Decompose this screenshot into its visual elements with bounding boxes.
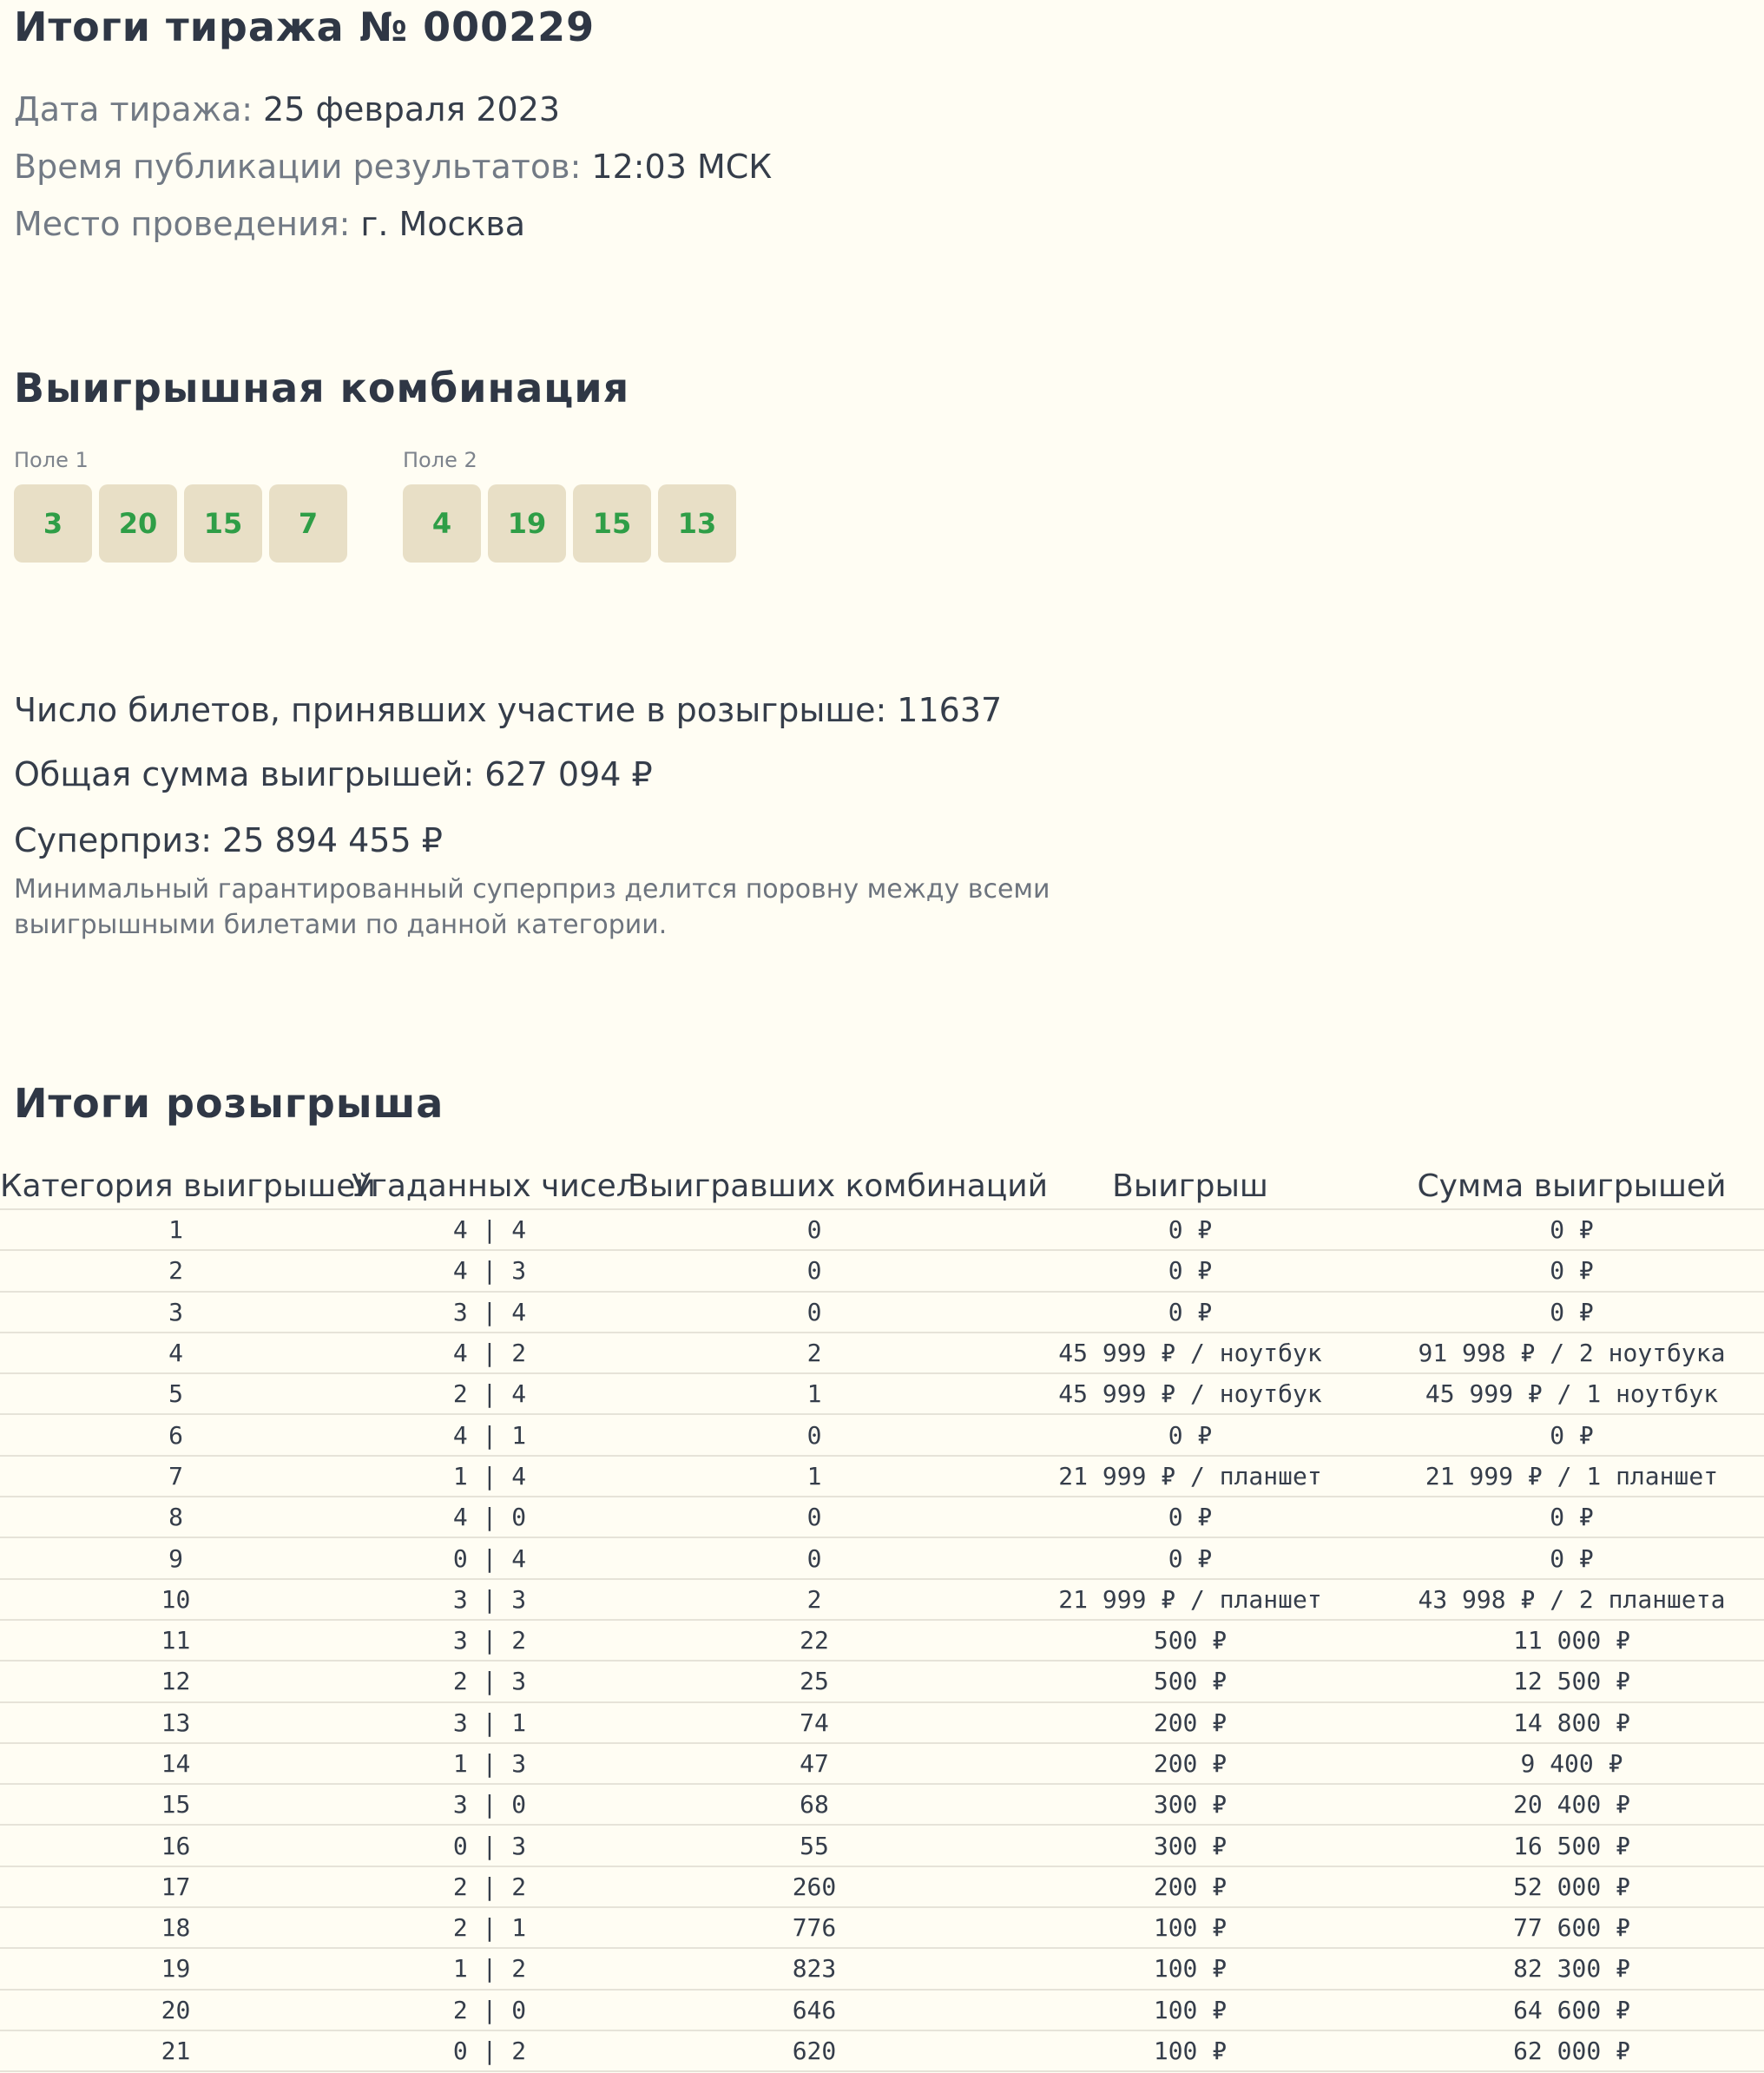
- cell-matched: 2 | 0: [352, 1990, 628, 2030]
- cell-matched: 4 | 0: [352, 1497, 628, 1537]
- column-header-prize: Выигрыш: [1001, 1163, 1379, 1209]
- field1-ball: 7: [269, 484, 347, 563]
- column-header-category: Категория выигрышей: [0, 1163, 352, 1209]
- cell-winners: 25: [628, 1661, 1001, 1701]
- cell-category: 6: [0, 1414, 352, 1455]
- field2-label: Поле 2: [403, 448, 477, 472]
- cell-matched: 4 | 4: [352, 1209, 628, 1250]
- cell-winners: 646: [628, 1990, 1001, 2030]
- cell-matched: 1 | 4: [352, 1456, 628, 1497]
- cell-total: 21 999 ₽ / 1 планшет: [1379, 1456, 1764, 1497]
- cell-winners: 0: [628, 1292, 1001, 1333]
- cell-total: 0 ₽: [1379, 1209, 1764, 1250]
- superprize-value: 25 894 455 ₽: [222, 821, 443, 859]
- cell-prize: 45 999 ₽ / ноутбук: [1001, 1333, 1379, 1373]
- field2-ball: 15: [573, 484, 651, 563]
- table-row: [0, 1250, 1764, 1291]
- table-row: [0, 1907, 1764, 1948]
- cell-matched: 0 | 3: [352, 1825, 628, 1866]
- draw-place-value: г. Москва: [360, 205, 526, 243]
- field1-ball: 3: [14, 484, 92, 563]
- cell-prize: 300 ₽: [1001, 1825, 1379, 1866]
- cell-prize: 0 ₽: [1001, 1250, 1379, 1291]
- cell-matched: 3 | 2: [352, 1620, 628, 1661]
- table-row: [0, 1866, 1764, 1907]
- table-row: [0, 1702, 1764, 1743]
- cell-total: 9 400 ₽: [1379, 1743, 1764, 1784]
- cell-category: 13: [0, 1702, 352, 1743]
- publish-time: [14, 148, 772, 186]
- table-row: [0, 1948, 1764, 1989]
- cell-winners: 55: [628, 1825, 1001, 1866]
- cell-winners: 260: [628, 1866, 1001, 1907]
- cell-prize: 21 999 ₽ / планшет: [1001, 1456, 1379, 1497]
- table-row: [0, 1209, 1764, 1250]
- cell-prize: 300 ₽: [1001, 1784, 1379, 1825]
- table-row: [0, 1661, 1764, 1701]
- cell-prize: 0 ₽: [1001, 1292, 1379, 1333]
- total-winnings-value: 627 094 ₽: [484, 755, 653, 793]
- cell-matched: 2 | 4: [352, 1373, 628, 1414]
- cell-category: 5: [0, 1373, 352, 1414]
- table-row: [0, 1497, 1764, 1537]
- publish-time-value: 12:03 МСК: [591, 148, 773, 186]
- superprize: [14, 821, 443, 859]
- cell-category: 12: [0, 1661, 352, 1701]
- cell-winners: 0: [628, 1250, 1001, 1291]
- page-title: Итоги тиража № 000229: [14, 3, 596, 50]
- cell-total: 43 998 ₽ / 2 планшета: [1379, 1579, 1764, 1620]
- cell-total: 82 300 ₽: [1379, 1948, 1764, 1989]
- cell-winners: 22: [628, 1620, 1001, 1661]
- cell-prize: 500 ₽: [1001, 1620, 1379, 1661]
- column-header-winners: Выигравших комбинаций: [628, 1163, 1001, 1209]
- cell-winners: 1: [628, 1456, 1001, 1497]
- cell-prize: 0 ₽: [1001, 1497, 1379, 1537]
- cell-matched: 2 | 2: [352, 1866, 628, 1907]
- cell-total: 77 600 ₽: [1379, 1907, 1764, 1948]
- cell-matched: 4 | 1: [352, 1414, 628, 1455]
- field2-ball: 13: [658, 484, 736, 563]
- cell-total: 0 ₽: [1379, 1292, 1764, 1333]
- cell-total: 62 000 ₽: [1379, 2030, 1764, 2071]
- cell-category: 17: [0, 1866, 352, 1907]
- cell-matched: 4 | 2: [352, 1333, 628, 1373]
- cell-category: 3: [0, 1292, 352, 1333]
- draw-date-value: 25 февраля 2023: [263, 90, 561, 128]
- cell-category: 9: [0, 1537, 352, 1578]
- cell-total: 52 000 ₽: [1379, 1866, 1764, 1907]
- cell-prize: 100 ₽: [1001, 1990, 1379, 2030]
- cell-total: 91 998 ₽ / 2 ноутбука: [1379, 1333, 1764, 1373]
- table-row: [0, 1537, 1764, 1578]
- cell-winners: 0: [628, 1209, 1001, 1250]
- cell-category: 11: [0, 1620, 352, 1661]
- cell-winners: 0: [628, 1414, 1001, 1455]
- cell-matched: 3 | 0: [352, 1784, 628, 1825]
- table-row: [0, 1373, 1764, 1414]
- cell-total: 0 ₽: [1379, 1414, 1764, 1455]
- results-table: [0, 1163, 1764, 2072]
- draw-place: [14, 205, 525, 243]
- cell-matched: 3 | 3: [352, 1579, 628, 1620]
- cell-winners: 0: [628, 1537, 1001, 1578]
- table-row: [0, 1620, 1764, 1661]
- cell-category: 19: [0, 1948, 352, 1989]
- draw-date-label: Дата тиража:: [14, 90, 253, 128]
- table-row: [0, 1333, 1764, 1373]
- cell-total: 11 000 ₽: [1379, 1620, 1764, 1661]
- table-row: [0, 1784, 1764, 1825]
- cell-total: 45 999 ₽ / 1 ноутбук: [1379, 1373, 1764, 1414]
- cell-prize: 500 ₽: [1001, 1661, 1379, 1701]
- cell-matched: 1 | 2: [352, 1948, 628, 1989]
- cell-category: 1: [0, 1209, 352, 1250]
- field1-ball: 20: [99, 484, 177, 563]
- superprize-note: Минимальный гарантированный суперприз делится поровну между всеми выигрышными билетами по данной категории.: [14, 874, 1050, 940]
- cell-prize: 0 ₽: [1001, 1209, 1379, 1250]
- cell-total: 20 400 ₽: [1379, 1784, 1764, 1825]
- cell-category: 7: [0, 1456, 352, 1497]
- field1-ball: 15: [184, 484, 262, 563]
- draw-place-label: Место проведения:: [14, 205, 351, 243]
- publish-time-label: Время публикации результатов:: [14, 148, 582, 186]
- cell-category: 8: [0, 1497, 352, 1537]
- cell-matched: 3 | 1: [352, 1702, 628, 1743]
- field1-balls: [14, 484, 347, 563]
- cell-total: 0 ₽: [1379, 1537, 1764, 1578]
- draw-date: [14, 90, 560, 128]
- field1-label: Поле 1: [14, 448, 89, 472]
- cell-matched: 3 | 4: [352, 1292, 628, 1333]
- cell-category: 18: [0, 1907, 352, 1948]
- table-row: [0, 1825, 1764, 1866]
- total-winnings-label: Общая сумма выигрышей:: [14, 755, 475, 793]
- cell-prize: 200 ₽: [1001, 1866, 1379, 1907]
- cell-category: 14: [0, 1743, 352, 1784]
- cell-total: 0 ₽: [1379, 1497, 1764, 1537]
- column-header-total: Сумма выигрышей: [1379, 1163, 1764, 1209]
- cell-total: 0 ₽: [1379, 1250, 1764, 1291]
- cell-category: 2: [0, 1250, 352, 1291]
- cell-prize: 100 ₽: [1001, 1948, 1379, 1989]
- table-row: [0, 2030, 1764, 2071]
- table-row: [0, 1579, 1764, 1620]
- table-row: [0, 1990, 1764, 2030]
- combination-title: Выигрышная комбинация: [14, 365, 630, 411]
- cell-matched: 4 | 3: [352, 1250, 628, 1291]
- superprize-label: Суперприз:: [14, 821, 213, 859]
- table-row: [0, 1414, 1764, 1455]
- cell-category: 16: [0, 1825, 352, 1866]
- cell-category: 15: [0, 1784, 352, 1825]
- table-header-row: [0, 1163, 1764, 1209]
- cell-winners: 823: [628, 1948, 1001, 1989]
- cell-prize: 21 999 ₽ / планшет: [1001, 1579, 1379, 1620]
- cell-prize: 0 ₽: [1001, 1537, 1379, 1578]
- cell-prize: 100 ₽: [1001, 1907, 1379, 1948]
- cell-winners: 74: [628, 1702, 1001, 1743]
- total-winnings: [14, 755, 653, 793]
- column-header-matched: Угаданных чисел: [352, 1163, 628, 1209]
- cell-winners: 47: [628, 1743, 1001, 1784]
- field2-ball: 19: [488, 484, 566, 563]
- cell-matched: 1 | 3: [352, 1743, 628, 1784]
- cell-matched: 2 | 1: [352, 1907, 628, 1948]
- cell-winners: 776: [628, 1907, 1001, 1948]
- results-table-body: [0, 1209, 1764, 2071]
- cell-total: 14 800 ₽: [1379, 1702, 1764, 1743]
- cell-prize: 200 ₽: [1001, 1702, 1379, 1743]
- cell-category: 10: [0, 1579, 352, 1620]
- tickets-count-label: Число билетов, принявших участие в розыгрыше:: [14, 691, 887, 729]
- cell-prize: 100 ₽: [1001, 2030, 1379, 2071]
- tickets-count: [14, 691, 1002, 729]
- cell-category: 20: [0, 1990, 352, 2030]
- results-title: Итоги розыгрыша: [14, 1080, 444, 1127]
- cell-matched: 0 | 4: [352, 1537, 628, 1578]
- cell-winners: 2: [628, 1579, 1001, 1620]
- cell-total: 64 600 ₽: [1379, 1990, 1764, 2030]
- cell-prize: 0 ₽: [1001, 1414, 1379, 1455]
- cell-winners: 68: [628, 1784, 1001, 1825]
- cell-matched: 2 | 3: [352, 1661, 628, 1701]
- cell-winners: 620: [628, 2030, 1001, 2071]
- cell-total: 12 500 ₽: [1379, 1661, 1764, 1701]
- cell-prize: 45 999 ₽ / ноутбук: [1001, 1373, 1379, 1414]
- cell-category: 21: [0, 2030, 352, 2071]
- field2-balls: [403, 484, 736, 563]
- table-row: [0, 1456, 1764, 1497]
- cell-prize: 200 ₽: [1001, 1743, 1379, 1784]
- cell-matched: 0 | 2: [352, 2030, 628, 2071]
- cell-total: 16 500 ₽: [1379, 1825, 1764, 1866]
- cell-winners: 0: [628, 1497, 1001, 1537]
- cell-winners: 1: [628, 1373, 1001, 1414]
- field2-ball: 4: [403, 484, 481, 563]
- cell-category: 4: [0, 1333, 352, 1373]
- tickets-count-value: 11637: [897, 691, 1003, 729]
- cell-winners: 2: [628, 1333, 1001, 1373]
- table-row: [0, 1292, 1764, 1333]
- table-row: [0, 1743, 1764, 1784]
